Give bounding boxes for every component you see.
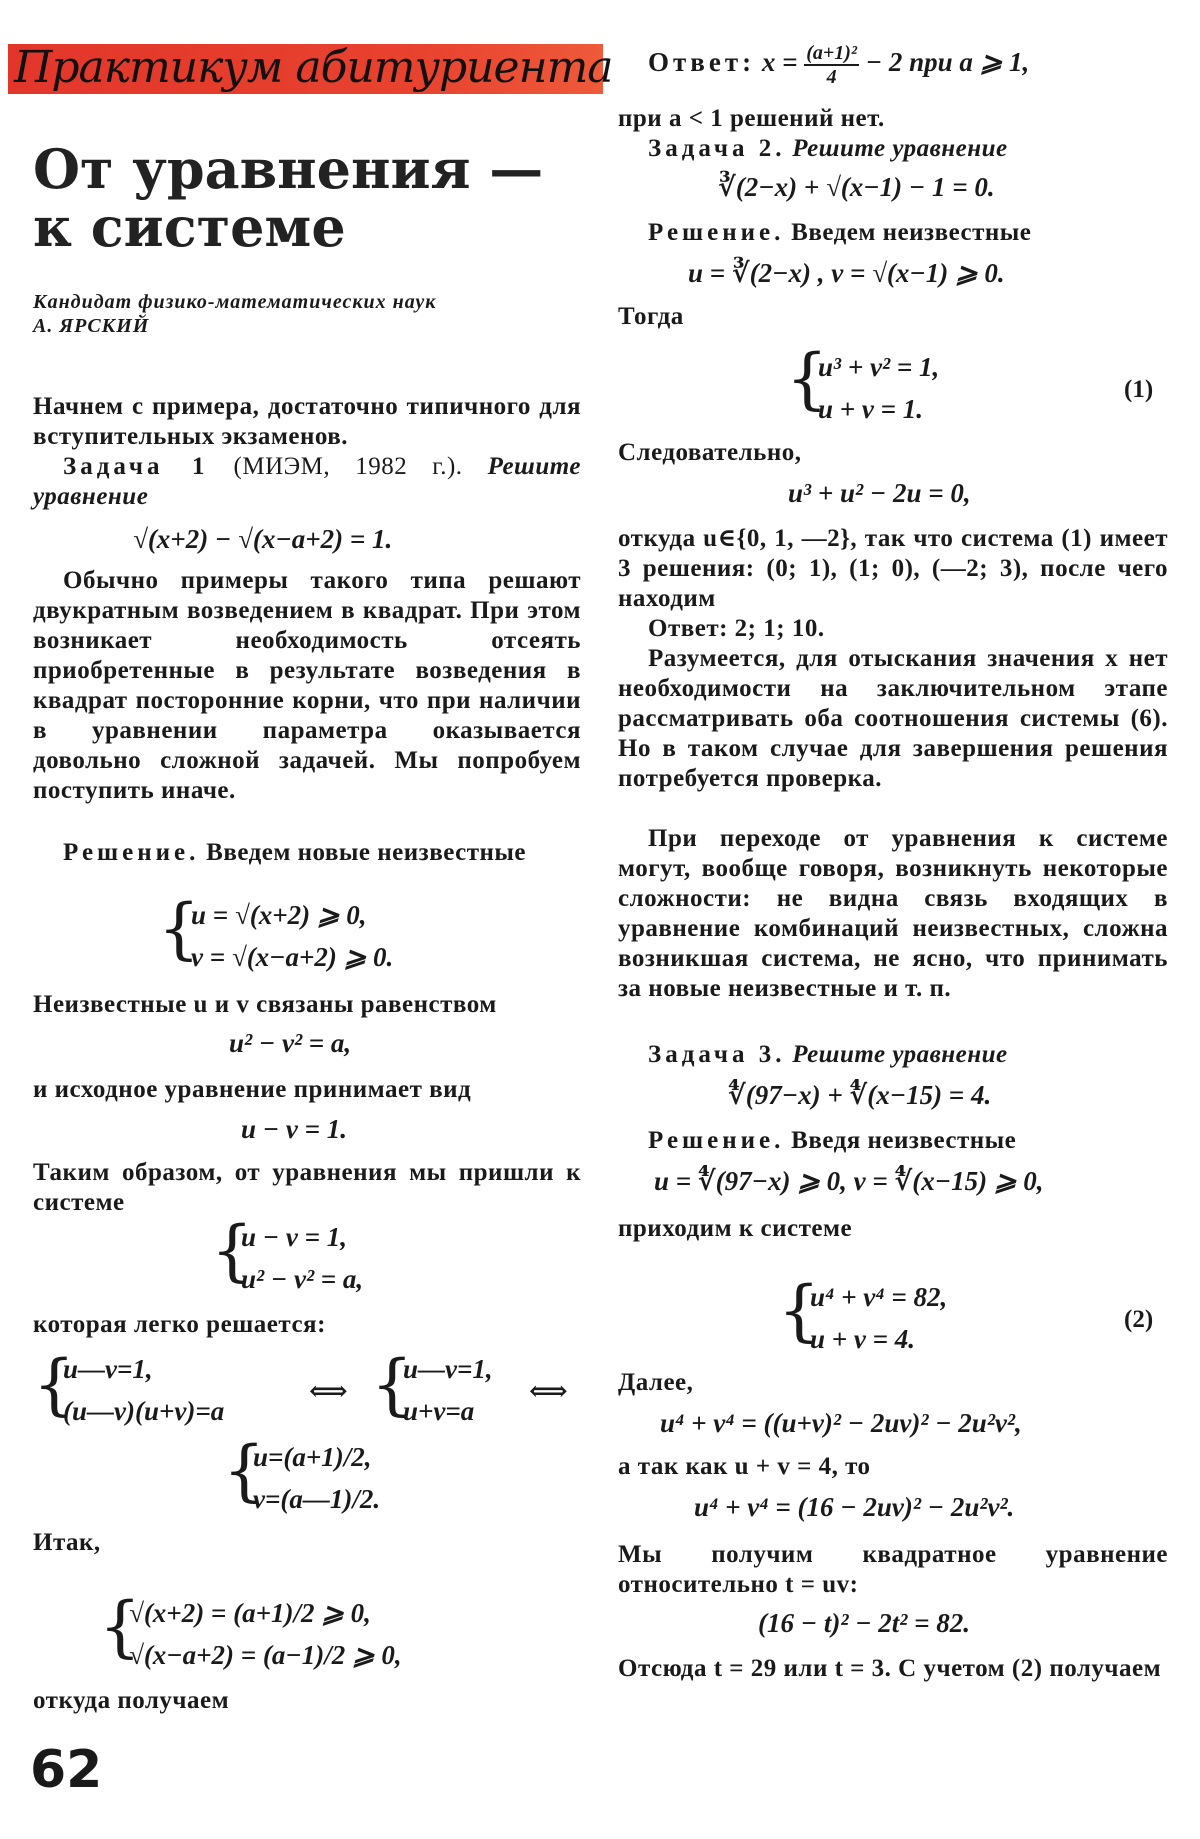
paragraph-6: которая легко решается: (33, 1311, 326, 1338)
solution-2-text: Введем неизвестные (784, 219, 1032, 246)
system-1-line-b: v = √(x−a+2) ⩾ 0. (191, 942, 394, 972)
equation-4: ∛(2−x) + √(x−1) − 1 = 0. (718, 172, 995, 202)
answer-1-label: Ответ: (648, 47, 756, 78)
equation-1: √(x+2) − √(x−a+2) = 1. (133, 524, 393, 554)
task-2-label: Задача 2. (648, 135, 786, 162)
system-6-line-a: √(x+2) = (a+1)/2 ⩾ 0, (129, 1598, 371, 1628)
system-4-brace: { (371, 1346, 413, 1423)
answer-1-denominator: 4 (826, 66, 837, 88)
system-2-brace: { (211, 1212, 253, 1289)
title-line-1: От уравнения — (33, 137, 544, 201)
answer-1-fraction (804, 42, 859, 88)
system-5-line-b: v=(a—1)/2. (253, 1484, 381, 1514)
system-4-line-b: u+v=a (403, 1396, 475, 1426)
solution-3-text: Введя неизвестные (784, 1127, 1017, 1154)
solution-2-paragraph (618, 218, 1168, 248)
system-8-line-b: u + v = 4. (810, 1324, 916, 1354)
further-paragraph: Далее, (618, 1369, 694, 1396)
rubric-title: Практикум абитуриента (14, 42, 613, 93)
equation-number-1: (1) (1124, 376, 1154, 403)
answer-1-rest: − 2 при a ⩾ 1, (865, 47, 1030, 78)
paragraph-3: Неизвестные u и v связаны равенством (33, 991, 497, 1018)
title-line-2: к системе (33, 195, 346, 259)
system-5-line-a: u=(a+1)/2, (253, 1442, 372, 1472)
task-3-paragraph (618, 1040, 1168, 1070)
task-3-text: Решите уравнение (785, 1041, 1008, 1068)
task-1-text: Решите уравнение (33, 453, 581, 510)
system-3-line-b: (u—v)(u+v)=a (63, 1396, 225, 1426)
task-1-paragraph (33, 452, 581, 512)
system-5-brace: { (223, 1432, 265, 1509)
system-8-line-a: u⁴ + v⁴ = 82, (810, 1282, 948, 1312)
system-7-brace: { (786, 340, 828, 417)
system-1-line-a: u = √(x+2) ⩾ 0, (191, 900, 367, 930)
solution-3-paragraph (618, 1126, 1168, 1156)
paragraph-7: Итак, (33, 1529, 101, 1556)
solution-1-text: Введем новые неизвестные (199, 839, 527, 866)
solution-2-label: Решение. (648, 219, 785, 246)
rubric-banner (8, 40, 620, 98)
system-6-line-b: √(x−a+2) = (a−1)/2 ⩾ 0, (129, 1640, 402, 1670)
solution-1-label: Решение. (63, 839, 200, 866)
system-3-brace: { (33, 1346, 75, 1423)
paragraph-12: приходим к системе (618, 1215, 853, 1242)
system-4-line-a: u—v=1, (403, 1354, 493, 1384)
paragraph-4: и исходное уравнение принимает вид (33, 1076, 472, 1103)
article-title (33, 137, 573, 259)
paragraph-9: откуда u∈{0, 1, —2}, так что система (1) имеет 3 решения: (0; 1), (1; 0), (—2; 3), после чего находим (618, 525, 1168, 612)
paragraph-14: Мы получим квадратное уравнение относительно t = uv: (618, 1541, 1168, 1598)
task-1-label: Задача 1 (63, 453, 209, 480)
system-7-line-b: u + v = 1. (818, 394, 924, 424)
hence-paragraph: Следовательно, (618, 439, 802, 466)
equation-7: ∜(97−x) + ∜(x−15) = 4. (728, 1080, 992, 1110)
paragraph-15: Отсюда t = 29 или t = 3. С учетом (2) получаем (618, 1655, 1162, 1682)
system-6-brace: { (99, 1588, 141, 1665)
equation-8: u = ∜(97−x) ⩾ 0, v = ∜(x−15) ⩾ 0, (654, 1166, 1044, 1196)
equation-6: u³ + u² − 2u = 0, (788, 478, 971, 508)
equation-3: u − v = 1. (241, 1114, 347, 1144)
equation-11: (16 − t)² − 2t² = 82. (758, 1608, 971, 1638)
then-paragraph: Тогда (618, 303, 684, 330)
equation-9: u⁴ + v⁴ = ((u+v)² − 2uv)² − 2u²v², (660, 1408, 1022, 1438)
task-3-label: Задача 3. (648, 1041, 786, 1068)
system-2-line-a: u − v = 1, (241, 1222, 347, 1252)
intro-paragraph: Начнем с примера, достаточно типичного для вступительных экзаменов. (33, 393, 581, 450)
iff-symbol-1: ⟺ (309, 1376, 348, 1406)
system-3-line-a: u—v=1, (63, 1354, 153, 1384)
answer-1-x: x = (761, 47, 798, 78)
solution-3-label: Решение. (648, 1127, 785, 1154)
byline (33, 290, 553, 338)
answer-1-line (648, 42, 1029, 88)
task-2-text: Решите уравнение (785, 135, 1008, 162)
paragraph-5: Таким образом, от уравнения мы пришли к системе (33, 1159, 581, 1216)
paragraph-2: Обычно примеры такого типа решают двукратным возведением в квадрат. При этом возникает необходимость отсеять приобретенные в результате возведения в квадрат посторонние корни, что при наличии в уравнении параметра оказывается довольно сложной задачей. Мы попробуем поступить иначе. (33, 567, 581, 804)
system-7-line-a: u³ + v² = 1, (818, 352, 940, 382)
task-1-source: (МИЭМ, 1982 г.). (208, 453, 488, 480)
paragraph-11: При переходе от уравнения к системе могут, вообще говоря, возникнуть некоторые сложности: не видна связь входящих в уравнение комбинаций неизвестных, сложна возникшая система, не ясно, что принимать за новые неизвестные и т. п. (618, 825, 1168, 1002)
solution-1-paragraph (33, 838, 581, 868)
system-1-brace: { (158, 890, 200, 967)
paragraph-8: откуда получаем (33, 1687, 230, 1714)
equation-2: u² − v² = a, (229, 1028, 352, 1058)
answer-1-numerator: (a+1)² (806, 42, 857, 64)
equation-5: u = ∛(2−x) , v = √(x−1) ⩾ 0. (688, 258, 1005, 288)
byline-author: А. ЯРСКИЙ (33, 315, 150, 337)
iff-symbol-2: ⟺ (529, 1376, 568, 1406)
answer-2: Ответ: 2; 1; 10. (648, 615, 825, 642)
answer-1-line-2: при a < 1 решений нет. (618, 105, 885, 132)
byline-role: Кандидат физико-математических наук (33, 291, 437, 313)
system-2-line-b: u² − v² = a, (241, 1264, 364, 1294)
paragraph-10: Разумеется, для отыскания значения x нет необходимости на заключительном этапе рассматривать оба соотношения системы (6). Но в таком случае для завершения решения потребуется проверка. (618, 645, 1168, 792)
equation-10: u⁴ + v⁴ = (16 − 2uv)² − 2u²v². (694, 1492, 1015, 1522)
page-number: 62 (30, 1740, 103, 1800)
system-8-brace: { (778, 1272, 820, 1349)
equation-number-2: (2) (1124, 1306, 1154, 1333)
task-2-paragraph (618, 134, 1168, 164)
paragraph-13: а так как u + v = 4, то (618, 1453, 871, 1480)
